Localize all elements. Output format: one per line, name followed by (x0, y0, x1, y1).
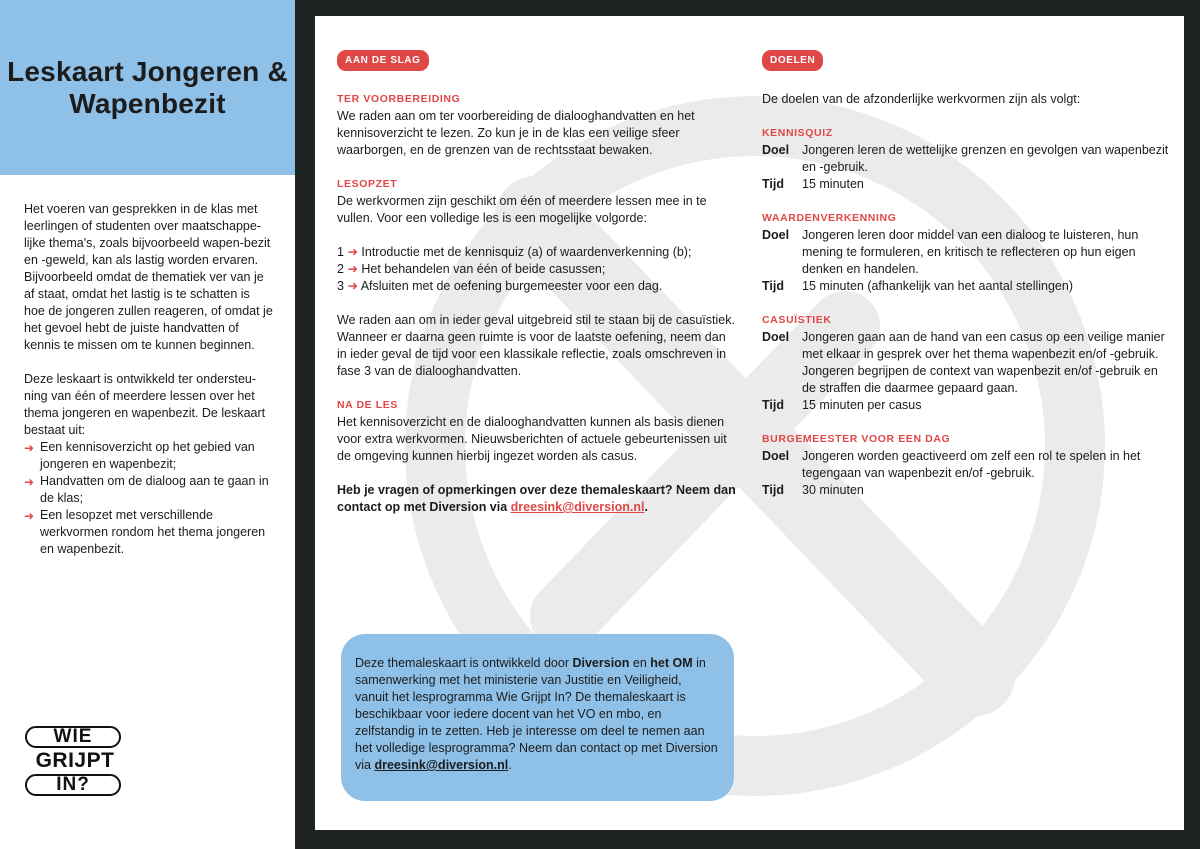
step-number: 2 (337, 262, 344, 276)
na-de-les-heading: NA DE LES (337, 399, 399, 411)
goal-doel-row (762, 448, 1172, 482)
goal-block-waardenverkenning (762, 210, 1172, 295)
list-item (24, 507, 274, 558)
doelen-column (762, 50, 1172, 516)
voorbereiding-heading: TER VOORBEREIDING (337, 93, 461, 105)
step-text: Afsluiten met de oefening burgemeester voor een dag. (360, 279, 663, 293)
goal-block-casuistiek (762, 312, 1172, 414)
info-text-1: Deze themaleskaart is ontwikkeld door (355, 656, 573, 670)
goal-heading: WAARDENVERKENNING (762, 212, 897, 224)
step-number: 1 (337, 245, 344, 259)
red-arrow-icon: ➜ (347, 245, 358, 259)
contact-text (337, 482, 737, 516)
logo-bottom: IN? (25, 774, 121, 796)
tijd-value: 15 minuten (802, 177, 864, 191)
doel-label: Doel (762, 449, 790, 463)
goal-tijd-row (762, 397, 1172, 414)
voorbereiding-text: We raden aan om ter voorbereiding de dialooghandvatten en het kennisoverzicht te lezen. Zo kun je in de klas een veilige sfeer waarborgen, en de grenzen van de rechtsstaat bewaken. (337, 109, 695, 157)
tijd-label: Tijd (762, 398, 784, 412)
left-panel (0, 0, 295, 849)
doelen-tag: DOELEN (762, 50, 823, 71)
info-text-3: in samenwerking met het ministerie van Justitie en Veiligheid, vanuit het lesprogramma Wie Grijpt In? De themaleskaart is beschikbaar voor iedere docent van het VO en mbo, en zelfstandig in te zetten. Heb je interesse om deel te nemen aan het volledige lesprogramma? Neem dan contact op met Diversion via (355, 656, 718, 772)
red-arrow-icon: ➜ (24, 475, 35, 489)
step-number: 3 (337, 279, 344, 293)
page-title: Leskaart Jongeren & Wapenbezit (7, 55, 288, 119)
red-arrow-icon: ➜ (347, 279, 358, 293)
goal-heading: CASUÏSTIEK (762, 314, 832, 326)
info-end: . (508, 758, 512, 772)
step-item (337, 278, 737, 295)
logo-top: WIE (25, 726, 121, 748)
red-arrow-icon: ➜ (347, 262, 358, 276)
main-panel (315, 16, 1184, 830)
goal-doel-row (762, 329, 1172, 397)
goal-tijd-row (762, 176, 1172, 193)
red-arrow-icon: ➜ (24, 441, 35, 455)
list-item-text: Een lesopzet met verschillende werkvormen rondom het thema jongeren en wapenbezit. (40, 508, 266, 556)
contact-sentence: Heb je vragen of opmerkingen over deze themaleskaart? Neem dan contact op met Diversion via (337, 483, 736, 514)
contact-end: . (644, 500, 648, 514)
aan-de-slag-column (337, 50, 737, 533)
contact-email-link[interactable]: dreesink@diversion.nl (510, 500, 645, 514)
doel-label: Doel (762, 143, 790, 157)
doel-label: Doel (762, 228, 790, 242)
intro-paragraph-2: Deze leskaart is ontwikkeld ter ondersteu-ning van één of meerdere lessen over het thema jongeren en wapenbezit. De leskaart bestaat uit: (24, 372, 266, 437)
advice-text: We raden aan om in ieder geval uitgebreid stil te staan bij de casuïstiek. Wanneer er daarna geen ruimte is voor de laatste oefening, neem dan in ieder geval de tijd voor een klassikale reflectie, zoals omschreven in fase 3 van de dialooghandvatten. (337, 313, 735, 378)
info-diversion: Diversion (572, 656, 630, 670)
info-om: het OM (650, 656, 693, 670)
step-item (337, 261, 737, 278)
tijd-label: Tijd (762, 483, 784, 497)
goal-heading: KENNISQUIZ (762, 127, 833, 139)
goal-doel-row (762, 227, 1172, 278)
goal-heading: BURGEMEESTER VOOR EEN DAG (762, 433, 951, 445)
doel-value: Jongeren leren de wettelijke grenzen en gevolgen van wapenbezit en -gebruik. (802, 143, 1169, 174)
intro-list (24, 439, 274, 558)
tijd-value: 15 minuten per casus (802, 398, 922, 412)
lesopzet-heading: LESOPZET (337, 178, 398, 190)
info-email-link[interactable]: dreesink@diversion.nl (374, 758, 509, 772)
goal-tijd-row (762, 482, 1172, 499)
tijd-label: Tijd (762, 279, 784, 293)
aan-de-slag-tag: AAN DE SLAG (337, 50, 429, 71)
goal-doel-row (762, 142, 1172, 176)
list-item (24, 473, 274, 507)
goal-block-kennisquiz (762, 125, 1172, 193)
doel-value: Jongeren leren door middel van een dialoog te luisteren, hun mening te formuleren, en kritisch te reflecteren op hun eigen denken en handelen. (802, 228, 1139, 276)
tijd-value: 15 minuten (afhankelijk van het aantal stellingen) (802, 279, 1074, 293)
na-de-les-text: Het kennisoverzicht en de dialooghandvatten kunnen als basis dienen voor extra werkvormen. Nieuwsberichten of actuele gebeurtenissen uit de omgeving kunnen hierbij ingezet worden als casus. (337, 415, 727, 463)
intro-paragraph-1: Het voeren van gesprekken in de klas met leerlingen of studenten over maatschappe-lijke thema's, zoals bijvoorbeeld wapen-bezit en -geweld, kan als lastig worden ervaren. Bijvoorbeeld omdat de thematiek ver van je af staat, omdat het lastig is te schatten is hoe de jongeren zullen reageren, of omdat je het gevoel hebt de juiste handvatten of kennis te missen om te kunnen beginnen. (24, 202, 273, 352)
logo-middle: GRIJPT (35, 749, 115, 772)
step-item (337, 244, 737, 261)
doel-label: Doel (762, 330, 790, 344)
info-box (341, 634, 734, 801)
step-text: Het behandelen van één of beide casussen; (361, 262, 606, 276)
list-item (24, 439, 274, 473)
tijd-value: 30 minuten (802, 483, 864, 497)
goal-tijd-row (762, 278, 1172, 295)
title-box (0, 0, 295, 175)
list-item-text: Een kennisoverzicht op het gebied van jongeren en wapenbezit; (40, 440, 255, 471)
info-text-2: en (629, 656, 651, 670)
doel-value: Jongeren worden geactiveerd om zelf een rol te spelen in het tegengaan van wapenbezit en/of -gebruik. (802, 449, 1141, 480)
intro-text (24, 201, 274, 558)
list-item-text: Handvatten om de dialoog aan te gaan in de klas; (40, 474, 269, 505)
doelen-intro: De doelen van de afzonderlijke werkvormen zijn als volgt: (762, 92, 1081, 106)
red-arrow-icon: ➜ (24, 509, 35, 523)
wie-grijpt-in-logo (25, 726, 125, 806)
tijd-label: Tijd (762, 177, 784, 191)
lesopzet-text: De werkvormen zijn geschikt om één of meerdere lessen mee in te vullen. Voor een volledige les is een mogelijke volgorde: (337, 194, 707, 225)
step-text: Introductie met de kennisquiz (a) of waardenverkenning (b); (361, 245, 692, 259)
goal-block-burgemeester (762, 431, 1172, 499)
doel-value: Jongeren gaan aan de hand van een casus op een veilige manier met elkaar in gesprek over het thema wapenbezit en/of -gebruik. Jongeren begrijpen de context van wapenbezit en/of -gebruik en de straffen die daarmee gepaard gaan. (802, 330, 1165, 395)
steps-list (337, 244, 737, 295)
